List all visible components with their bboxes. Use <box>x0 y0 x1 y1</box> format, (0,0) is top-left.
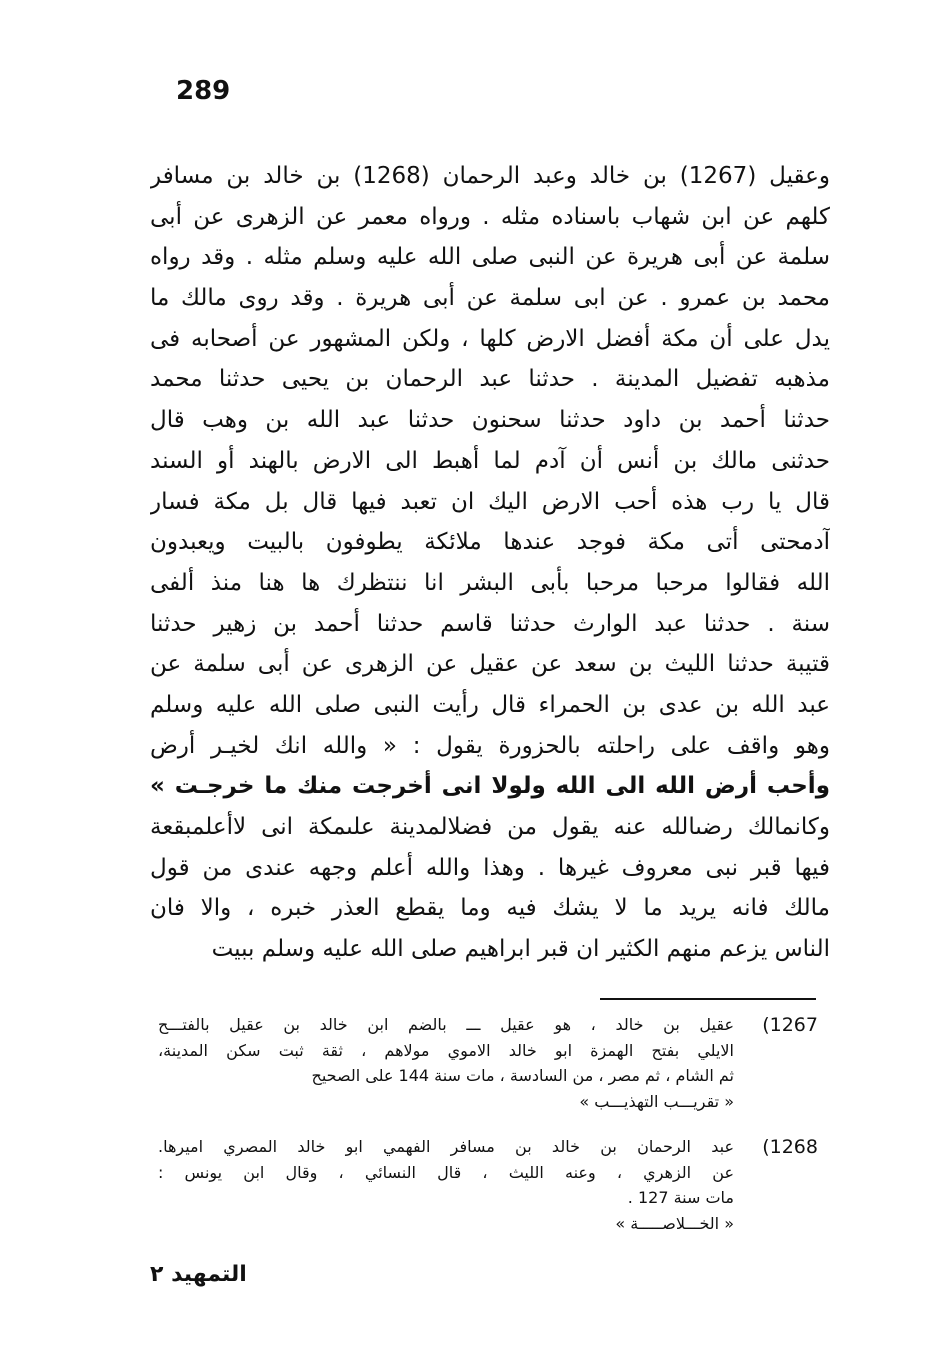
text-line: وكانمالك رضىالله عنه يقول من فضلالمدينة علىمكة انى لاأعلمبقعة <box>150 814 830 840</box>
text-line: وعقيل (1267) بن خالد وعبد الرحمان (1268) بن خالد بن مسافر <box>150 163 830 189</box>
footnote-divider <box>600 998 816 1000</box>
text-line: الله فقالوا مرحبا مرحبا بأبى البشر انا ننتظرك ها هنا منذ ألفى <box>150 569 830 596</box>
footnote-text <box>158 1134 734 1236</box>
footnote-line: « تقريـــب التهذيـــب » <box>579 1091 734 1111</box>
text-line: وهو واقف على راحلته بالحزورة يقول : « والله انك لخيـر أرض <box>150 732 830 759</box>
footnote-line: ثم الشام ، ثم مصر ، من السادسة ، مات سنة 144 على الصحيح <box>311 1066 734 1085</box>
page-number: 289 <box>176 76 231 106</box>
text-line: قال يا رب هذه أحب الارض اليك ان تعبد فيها قال بل مكة فسار <box>150 488 830 515</box>
text-line: كلهم عن ابن شهاب باسناده مثله . ورواه معمر عن الزهرى عن أبى <box>150 203 830 230</box>
text-line: مذهبه تفضيل المدينة . حدثنا عبد الرحمان بن يحيى حدثنا محمد <box>150 366 830 393</box>
footnote-line: عن الزهري ، وعنه الليث ، قال النسائي ، وقال ابن يونس : <box>158 1162 734 1182</box>
footnote-text <box>158 1012 734 1114</box>
text-line: آدمحتى أتى مكة فوجد عندها ملائكة يطوفون بالبيت ويعبدون <box>150 529 830 556</box>
text-line: وأحب أرض الله الى الله ولولا انى أخرجت منك ما خرجـت » <box>150 773 830 800</box>
footnote-number: (1268 <box>762 1136 818 1158</box>
book-signature: التمهيد ٢ <box>150 1262 247 1287</box>
text-line: حدثنى مالك بن أنس أن آدم لما أهبط الى الارض بالهند أو السند <box>150 447 830 474</box>
main-text-body <box>150 156 830 970</box>
text-line: الناس يزعم منهم الكثير ان قبر ابراهيم صلى الله عليه وسلم ببيت <box>211 936 830 963</box>
text-line: فيها قبر نبى معروف غيرها . وهذا والله أعلم وجهه عندى من قول <box>150 854 830 881</box>
text-line: محمد بن عمرو . عن ابى سلمة عن أبى هريرة . وقد روى مالك ما <box>150 285 830 312</box>
footnote-line: « الخـــلاصـــــة » <box>615 1213 734 1233</box>
text-line: سنة . حدثنا عبد الوارث حدثنا قاسم حدثنا أحمد بن زهير حدثنا <box>150 610 830 637</box>
text-line: سلمة عن أبى هريرة عن النبى صلى الله عليه وسلم مثله . وقد رواه <box>150 244 830 271</box>
footnote-line: عقيل بن خالد ، هو عقيل ـــ بالضم ابن خالد بن عقيل بالفتـــح <box>158 1015 734 1034</box>
footnote-line: مات سنة 127 . <box>627 1188 734 1207</box>
text-line: يدل على أن مكة أفضل الارض كلها ، ولكن المشهور عن أصحابه فى <box>150 325 830 352</box>
text-line: حدثنا أحمد بن داود حدثنا سحنون حدثنا عبد الله بن وهب قال <box>150 407 830 434</box>
footnote-number: (1267 <box>762 1014 818 1036</box>
footnote-line: الايلي بفتح الهمزة ابو خالد الاموي مولاهم ، ثقة ثبت سكن المدينة، <box>158 1040 734 1060</box>
text-line: مالك فانه يريد ما لا يشك فيه وما يقطع العذر خبره ، والا فان <box>150 895 830 922</box>
text-line: عبد الله بن عدى بن الحمراء قال رأيت النبى صلى الله عليه وسلم <box>150 691 830 718</box>
text-line: قتيبة حدثنا الليث بن سعد عن عقيل عن الزهرى عن أبى سلمة عن <box>150 651 830 678</box>
footnote-line: عبد الرحمان بن خالد بن مسافر الفهمي ابو خالد المصري اميرها. <box>158 1137 734 1156</box>
